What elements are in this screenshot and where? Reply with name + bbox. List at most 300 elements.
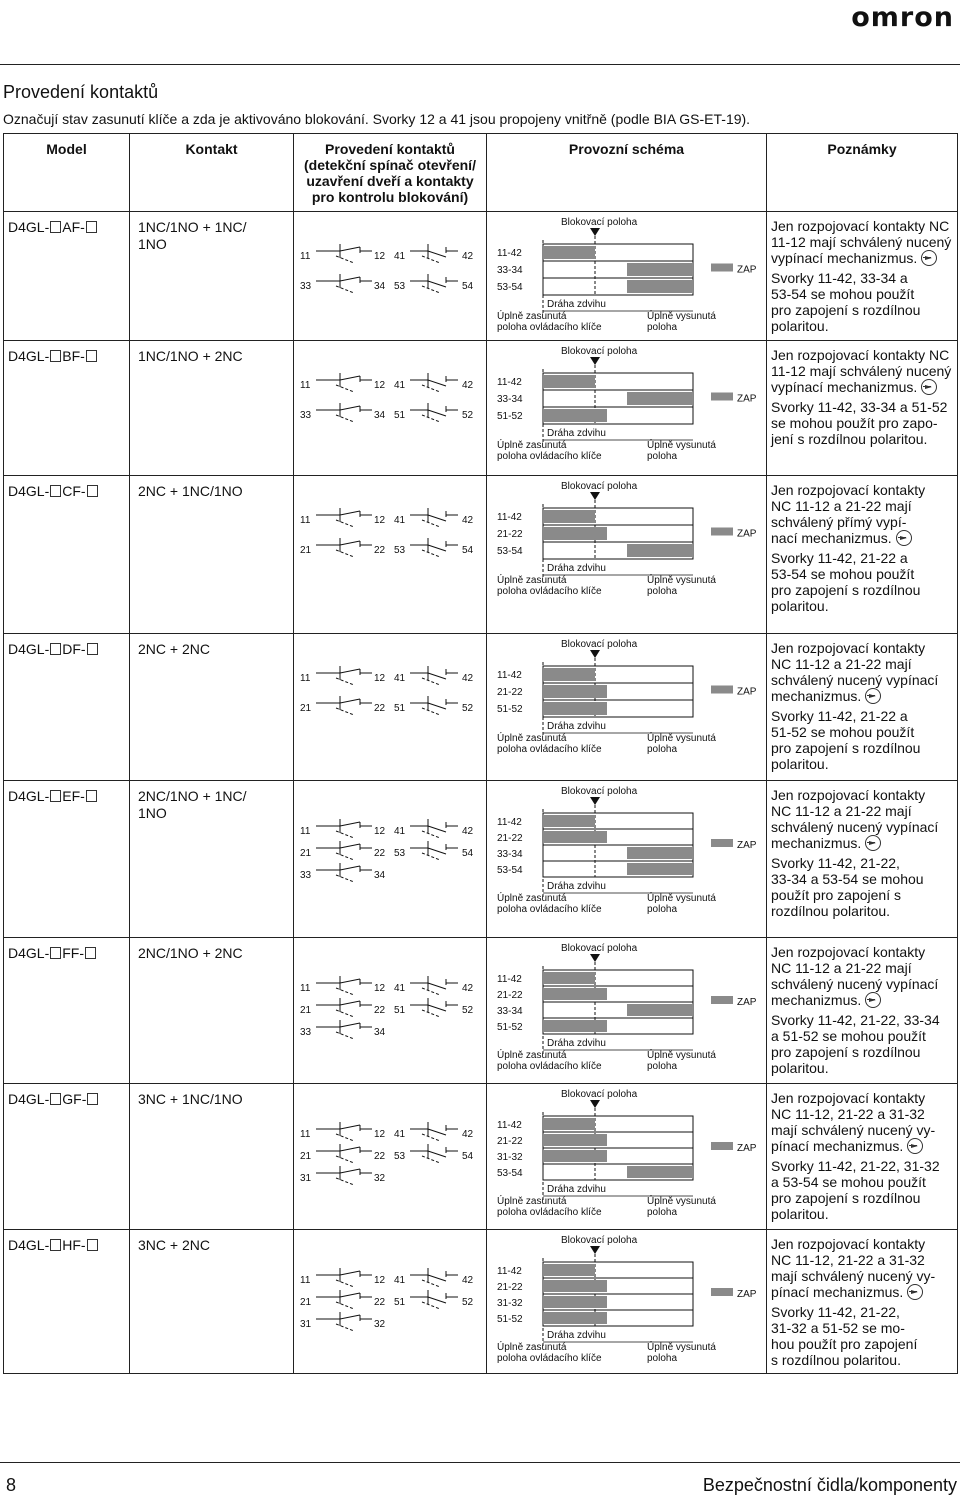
page-number: 8	[6, 1475, 17, 1495]
kontakt-cell	[130, 476, 294, 634]
note-text: polaritou.	[771, 1060, 829, 1076]
intro-text: Označují stav zasunutí klíče a zda je aktivováno blokování. Svorky 12 a 41 jsou propojeny vnitřně (podle BIA GS-ET-19).	[3, 111, 751, 127]
contact-blade	[340, 1271, 360, 1275]
terminal-label: 11	[300, 1275, 311, 1286]
header-rule	[0, 64, 960, 65]
contact-blade	[428, 703, 446, 709]
note-line	[771, 819, 953, 835]
note-line	[771, 903, 953, 919]
actuator-link	[422, 1302, 440, 1309]
kontakt-line: 1NO	[138, 805, 167, 821]
note-text: 11-12 mají schválený nucený	[771, 234, 952, 250]
note-paragraph	[771, 399, 953, 447]
schema-cell	[487, 341, 767, 476]
note-text: 53-54 se mohou použít	[771, 286, 915, 302]
draha-label: Dráha zdvihu	[547, 881, 606, 892]
zasunuta-label: Úplně zasunutá	[497, 893, 567, 904]
schema-row-label: 33-34	[497, 1006, 523, 1017]
zap-legend-swatch	[711, 1142, 733, 1150]
table-row	[4, 634, 958, 781]
actuator-link	[336, 853, 354, 860]
notes-cell	[767, 634, 958, 781]
terminal-label: 52	[462, 1297, 474, 1308]
note-line	[771, 688, 953, 704]
actuator-link	[422, 385, 440, 392]
schema-row-label: 33-34	[497, 265, 523, 276]
note-text: schválený nucený vypínací	[771, 672, 939, 688]
actuator-link	[422, 550, 440, 557]
kontakt-line: 2NC + 1NC/1NO	[138, 483, 243, 499]
poloha-klice-label: poloha ovládacího klíče	[497, 1353, 602, 1364]
blokovaci-marker	[590, 650, 600, 658]
model-code: EF	[62, 788, 81, 804]
kontakt-cell	[130, 1084, 294, 1230]
header-provedeni-line: Provedení kontaktů	[325, 141, 455, 157]
forced-opening-icon	[921, 250, 937, 266]
note-line	[771, 347, 953, 363]
schema-row-label: 21-22	[497, 1282, 523, 1293]
contact-blade	[428, 673, 446, 679]
terminal-label: 31	[300, 1319, 312, 1330]
zap-bar	[543, 702, 607, 715]
zasunuta-label: Úplně zasunutá	[497, 575, 567, 586]
terminal-label: 52	[462, 1005, 474, 1016]
footer-title: Bezpečnostní čidla/komponenty	[702, 1475, 957, 1495]
model-sep: -	[81, 1091, 87, 1107]
terminal-label: 42	[462, 673, 474, 684]
model-code: GF	[62, 1091, 82, 1107]
note-text: Jen rozpojovací kontakty NC	[771, 218, 950, 234]
schema-cell	[487, 212, 767, 341]
model-cell	[4, 781, 130, 938]
contact-blade	[340, 406, 360, 410]
terminal-label: 11	[300, 380, 311, 391]
model-name	[4, 781, 129, 804]
actuator-link	[336, 1178, 354, 1185]
placeholder-box	[87, 643, 98, 655]
notes-cell	[767, 781, 958, 938]
actuator-link	[422, 1010, 440, 1017]
model-sep: -	[80, 348, 85, 364]
actuator-link	[336, 1156, 354, 1163]
schema-row-label: 11-42	[497, 974, 522, 985]
zap-legend-label: ZAP	[737, 1289, 757, 1300]
note-line	[771, 234, 953, 250]
schema-cell	[487, 781, 767, 938]
blokovaci-label: Blokovací poloha	[561, 943, 638, 954]
schema-row-label: 21-22	[497, 687, 523, 698]
note-text: 11-12 mají schválený nucený	[771, 363, 952, 379]
zap-bar	[543, 1150, 607, 1162]
placeholder-box	[85, 947, 96, 959]
table-row	[4, 1230, 958, 1374]
placeholder-box	[50, 643, 61, 655]
note-line	[771, 566, 953, 582]
header-poznamky: Poznámky	[767, 134, 958, 212]
poloha-klice-label: poloha ovládacího klíče	[497, 744, 602, 755]
note-text: rozdílnou polaritou.	[771, 903, 891, 919]
zap-bar	[543, 815, 595, 827]
terminal-label: 11	[300, 673, 311, 684]
vysunuta-label: Úplně vysunutá	[647, 575, 716, 586]
terminal-label: 42	[462, 380, 474, 391]
blokovaci-label: Blokovací poloha	[561, 1235, 638, 1246]
zap-bar	[543, 375, 595, 388]
schema-row-label: 53-54	[497, 546, 523, 557]
terminal-label: 21	[300, 1151, 312, 1162]
actuator-link	[336, 831, 354, 838]
placeholder-box	[86, 790, 97, 802]
placeholder-box	[50, 221, 61, 233]
actuator-link	[422, 678, 440, 685]
note-text: Jen rozpojovací kontakty	[771, 482, 926, 498]
notes-cell	[767, 212, 958, 341]
note-line	[771, 431, 953, 447]
forced-opening-icon	[865, 835, 881, 851]
note-text: Jen rozpojovací kontakty	[771, 944, 926, 960]
kontakt-cell	[130, 634, 294, 781]
note-text: polaritou.	[771, 318, 829, 334]
terminal-label: 41	[394, 380, 406, 391]
note-text: 51-52 se mohou použít	[771, 724, 915, 740]
schema-cell	[487, 634, 767, 781]
blokovaci-marker	[590, 1246, 600, 1254]
kontakt-line: 2NC/1NO + 1NC/	[138, 788, 247, 804]
terminal-label: 12	[374, 673, 386, 684]
placeholder-box	[50, 1093, 61, 1105]
draha-label: Dráha zdvihu	[547, 428, 606, 439]
model-cell	[4, 634, 130, 781]
schema-row-label: 33-34	[497, 394, 523, 405]
note-text: Svorky 11-42, 33-34 a 51-52	[771, 399, 948, 415]
note-line	[771, 1352, 953, 1368]
note-text: pro zapojení s rozdílnou	[771, 1190, 921, 1206]
model-prefix: D4GL-	[8, 483, 50, 499]
terminal-label: 34	[374, 410, 386, 421]
schema-row-label: 21-22	[497, 833, 523, 844]
blokovaci-label: Blokovací poloha	[561, 346, 638, 357]
zap-legend-swatch	[711, 528, 733, 536]
note-text: Svorky 11-42, 21-22 a	[771, 708, 908, 724]
note-line	[771, 363, 953, 379]
model-cell	[4, 476, 130, 634]
placeholder-box	[50, 485, 61, 497]
zap-bar	[543, 1118, 595, 1130]
model-prefix: D4GL-	[8, 1237, 50, 1253]
terminal-label: 54	[462, 545, 474, 556]
note-line	[771, 1190, 953, 1206]
poloha-label: poloha	[647, 1353, 678, 1364]
model-name	[4, 1084, 129, 1107]
contact-blade	[340, 669, 360, 673]
poloha-label: poloha	[647, 451, 678, 462]
schema-row-label: 21-22	[497, 990, 523, 1001]
terminal-label: 32	[374, 1173, 386, 1184]
contact-blade	[340, 511, 360, 515]
terminal-label: 51	[394, 1297, 406, 1308]
schema-diagram	[487, 781, 765, 932]
header-provedeni-line: (detekční spínač otevření/	[304, 157, 476, 173]
terminal-label: 12	[374, 515, 386, 526]
note-text: 33-34 a 53-54 se mohou	[771, 871, 924, 887]
poloha-label: poloha	[647, 904, 678, 915]
note-line	[771, 708, 953, 724]
terminal-label: 21	[300, 1005, 312, 1016]
model-code: AF	[62, 219, 81, 235]
zap-legend-label: ZAP	[737, 840, 757, 851]
zap-bar	[543, 1134, 607, 1146]
zap-bar	[543, 1264, 595, 1276]
note-line	[771, 992, 953, 1008]
table-row	[4, 781, 958, 938]
contacts-diagram	[294, 1230, 485, 1368]
contact-blade	[340, 277, 360, 281]
placeholder-box	[87, 1239, 98, 1251]
terminal-label: 52	[462, 703, 474, 714]
model-cell	[4, 341, 130, 476]
contact-blade	[428, 251, 446, 257]
zap-bar	[627, 863, 693, 875]
section-title: Provedení kontaktů	[3, 82, 159, 102]
note-text: mechanizmus.	[771, 992, 862, 1008]
contacts-cell	[294, 1230, 487, 1374]
model-sep: -	[80, 483, 86, 499]
zap-bar	[543, 409, 607, 422]
note-text: Jen rozpojovací kontakty	[771, 1090, 926, 1106]
model-cell	[4, 938, 130, 1084]
terminal-label: 42	[462, 251, 474, 262]
terminal-label: 42	[462, 1275, 474, 1286]
terminal-label: 33	[300, 410, 312, 421]
note-text: pínací mechanizmus.	[771, 1138, 904, 1154]
contact-blade	[340, 1315, 360, 1319]
contacts-cell	[294, 1084, 487, 1230]
schema-diagram	[487, 1230, 765, 1368]
note-line	[771, 1028, 953, 1044]
note-line	[771, 1304, 953, 1320]
schema-row-label: 31-32	[497, 1298, 523, 1309]
schema-cell	[487, 1230, 767, 1374]
terminal-label: 54	[462, 848, 474, 859]
contact-blade	[340, 1293, 360, 1297]
model-prefix: D4GL-	[8, 1091, 50, 1107]
note-line	[771, 1122, 953, 1138]
contact-blade	[428, 515, 446, 521]
forced-opening-icon	[907, 1284, 923, 1300]
notes-cell	[767, 476, 958, 634]
vysunuta-label: Úplně vysunutá	[647, 893, 716, 904]
note-line	[771, 887, 953, 903]
terminal-label: 41	[394, 1275, 406, 1286]
schema-row-label: 11-42	[497, 670, 522, 681]
note-text: použít pro zapojení s	[771, 887, 901, 903]
note-text: mají schválený nucený vy-	[771, 1122, 936, 1138]
model-name	[4, 938, 129, 961]
contact-blade	[428, 545, 446, 551]
actuator-link	[336, 1010, 354, 1017]
note-text: NC 11-12, 21-22 a 31-32	[771, 1106, 925, 1122]
zap-bar	[543, 972, 595, 984]
zap-bar	[543, 1280, 607, 1292]
note-line	[771, 976, 953, 992]
terminal-label: 33	[300, 281, 312, 292]
note-text: NC 11-12 a 21-22 mají	[771, 656, 912, 672]
terminal-label: 41	[394, 826, 406, 837]
terminal-label: 11	[300, 983, 311, 994]
forced-opening-icon	[865, 992, 881, 1008]
actuator-link	[422, 988, 440, 995]
note-line	[771, 598, 953, 614]
placeholder-box	[87, 1093, 98, 1105]
schema-cell	[487, 476, 767, 634]
contact-blade	[340, 866, 360, 870]
contact-blade	[428, 1275, 446, 1281]
zap-legend-label: ZAP	[737, 393, 757, 405]
model-sep: -	[80, 1237, 86, 1253]
forced-opening-icon	[896, 530, 912, 546]
contact-blade	[340, 541, 360, 545]
note-line	[771, 498, 953, 514]
note-text: Jen rozpojovací kontakty	[771, 787, 926, 803]
note-line	[771, 944, 953, 960]
note-text: polaritou.	[771, 756, 829, 772]
actuator-link	[336, 875, 354, 882]
vysunuta-label: Úplně vysunutá	[647, 1342, 716, 1353]
draha-label: Dráha zdvihu	[547, 1038, 606, 1049]
terminal-label: 22	[374, 848, 386, 859]
zap-legend-label: ZAP	[737, 997, 757, 1008]
placeholder-box	[50, 947, 61, 959]
schema-row-label: 53-54	[497, 865, 523, 876]
zap-legend-label: ZAP	[737, 1143, 757, 1154]
table-row	[4, 476, 958, 634]
header-kontakt: Kontakt	[130, 134, 294, 212]
note-text: schválený přímý vypí-	[771, 514, 907, 530]
poloha-klice-label: poloha ovládacího klíče	[497, 586, 602, 597]
terminal-label: 53	[394, 848, 406, 859]
note-line	[771, 803, 953, 819]
poloha-klice-label: poloha ovládacího klíče	[497, 1061, 602, 1072]
schema-row-label: 51-52	[497, 1022, 523, 1033]
contact-blade	[340, 1125, 360, 1129]
blokovaci-label: Blokovací poloha	[561, 1089, 638, 1100]
model-code: FF	[62, 945, 80, 961]
zap-legend-swatch	[711, 393, 733, 401]
terminal-label: 22	[374, 1151, 386, 1162]
poloha-klice-label: poloha ovládacího klíče	[497, 1207, 602, 1218]
model-code: CF	[62, 483, 81, 499]
note-paragraph	[771, 787, 953, 851]
note-text: Svorky 11-42, 21-22 a	[771, 550, 908, 566]
poloha-label: poloha	[647, 1207, 678, 1218]
zap-bar	[627, 1004, 693, 1016]
actuator-link	[336, 988, 354, 995]
zap-bar	[543, 668, 595, 681]
note-paragraph	[771, 1012, 953, 1076]
note-text: nací mechanizmus.	[771, 530, 892, 546]
note-text: 31-32 a 51-52 se mo-	[771, 1320, 905, 1336]
terminal-label: 53	[394, 1151, 406, 1162]
contact-blade	[428, 281, 446, 287]
blokovaci-marker	[590, 492, 600, 500]
terminal-label: 41	[394, 983, 406, 994]
terminal-label: 41	[394, 515, 406, 526]
header-provedeni-line: pro kontrolu blokování)	[311, 189, 469, 205]
schema-row-label: 11-42	[497, 512, 522, 523]
note-text: NC 11-12, 21-22 a 31-32	[771, 1252, 925, 1268]
model-cell	[4, 1230, 130, 1374]
model-sep: -	[80, 788, 85, 804]
note-line	[771, 1268, 953, 1284]
contact-blade	[340, 1147, 360, 1151]
draha-label: Dráha zdvihu	[547, 1330, 606, 1341]
note-text: pro zapojení s rozdílnou	[771, 582, 921, 598]
zap-bar	[543, 685, 607, 698]
note-text: schválený nucený vypínací	[771, 976, 939, 992]
schema-row-label: 21-22	[497, 1136, 523, 1147]
poloha-klice-label: poloha ovládacího klíče	[497, 451, 602, 462]
notes-cell	[767, 1230, 958, 1374]
omron-logo: omron	[851, 2, 954, 33]
zap-bar	[627, 1166, 693, 1178]
actuator-link	[336, 1032, 354, 1039]
actuator-link	[336, 678, 354, 685]
schema-row-label: 51-52	[497, 411, 523, 422]
actuator-link	[336, 550, 354, 557]
terminal-label: 21	[300, 545, 312, 556]
terminal-label: 53	[394, 281, 406, 292]
note-paragraph	[771, 1158, 953, 1222]
terminal-label: 22	[374, 1005, 386, 1016]
note-paragraph	[771, 482, 953, 546]
zasunuta-label: Úplně zasunutá	[497, 440, 567, 451]
contacts-cell	[294, 476, 487, 634]
model-cell	[4, 1084, 130, 1230]
terminal-label: 11	[300, 515, 311, 526]
actuator-link	[336, 385, 354, 392]
poloha-label: poloha	[647, 586, 678, 597]
vysunuta-label: Úplně vysunutá	[647, 733, 716, 744]
table-row	[4, 212, 958, 341]
blokovaci-marker	[590, 797, 600, 805]
note-paragraph	[771, 218, 953, 266]
terminal-label: 22	[374, 545, 386, 556]
note-line	[771, 656, 953, 672]
schema-row-label: 33-34	[497, 849, 523, 860]
terminal-label: 21	[300, 1297, 312, 1308]
model-cell	[4, 212, 130, 341]
vysunuta-label: Úplně vysunutá	[647, 440, 716, 451]
table-row	[4, 1084, 958, 1230]
model-name	[4, 476, 129, 499]
contacts-cell	[294, 341, 487, 476]
terminal-label: 22	[374, 703, 386, 714]
poloha-klice-label: poloha ovládacího klíče	[497, 904, 602, 915]
poloha-label: poloha	[647, 744, 678, 755]
poloha-klice-label: poloha ovládacího klíče	[497, 322, 602, 333]
table-header	[4, 134, 958, 212]
actuator-link	[422, 1280, 440, 1287]
note-text: Jen rozpojovací kontakty NC	[771, 347, 950, 363]
model-sep: -	[79, 945, 85, 961]
blokovaci-marker	[590, 357, 600, 365]
note-text: pínací mechanizmus.	[771, 1284, 904, 1300]
note-line	[771, 250, 953, 266]
terminal-label: 41	[394, 251, 406, 262]
terminal-label: 12	[374, 983, 386, 994]
zap-legend-swatch	[711, 264, 733, 272]
draha-label: Dráha zdvihu	[547, 721, 606, 732]
